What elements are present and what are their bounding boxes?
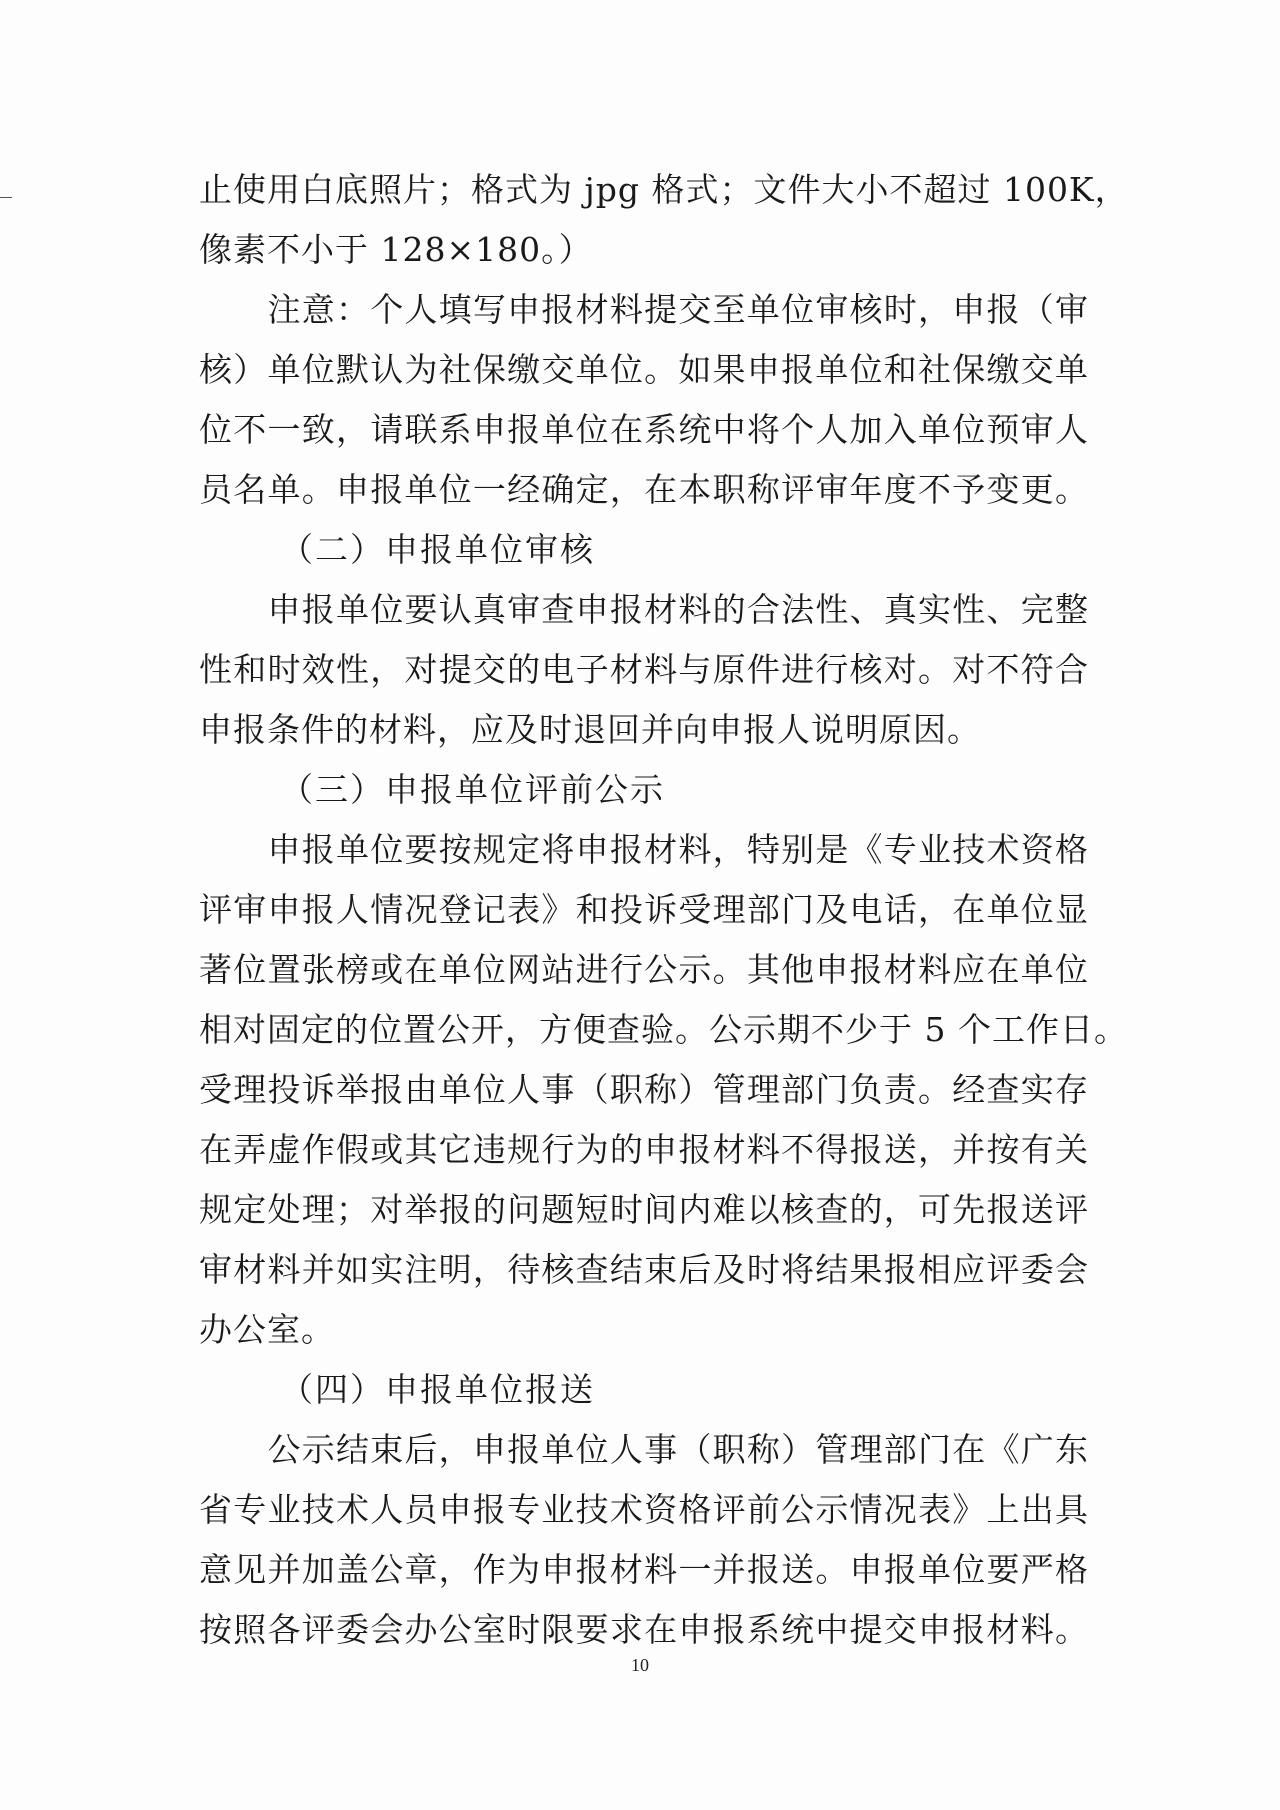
text-line: 办公室。 (199, 1310, 335, 1349)
text-line: 止使用白底照片；格式为 jpg 格式；文件大小不超过 100K， (199, 170, 1129, 209)
page-number: 10 (631, 1655, 649, 1675)
text-line: 规定处理；对举报的问题短时间内难以核查的，可先报送评 (199, 1190, 1089, 1229)
text-line: 意见并加盖公章，作为申报材料一并报送。申报单位要严格 (199, 1550, 1089, 1589)
text-line: 公示结束后，申报单位人事（职称）管理部门在《广东 (199, 1430, 1089, 1469)
text-line: 评审申报人情况登记表》和投诉受理部门及电话，在单位显 (199, 890, 1089, 929)
text-line: 著位置张榜或在单位网站进行公示。其他申报材料应在单位 (199, 950, 1089, 989)
text-line: 审材料并如实注明，待核查结束后及时将结果报相应评委会 (199, 1250, 1089, 1289)
section-heading-2: （二）申报单位审核 (280, 530, 595, 569)
text-line: 申报单位要按规定将申报材料，特别是《专业技术资格 (199, 830, 1089, 869)
text-line: 申报条件的材料，应及时退回并向申报人说明原因。 (199, 710, 981, 749)
text-line: 员名单。申报单位一经确定，在本职称评审年度不予变更。 (199, 470, 1089, 509)
text-line: 注意：个人填写申报材料提交至单位审核时，申报（审 (199, 290, 1089, 329)
text-line: 在弄虚作假或其它违规行为的申报材料不得报送，并按有关 (199, 1130, 1089, 1169)
text-line: 省专业技术人员申报专业技术资格评前公示情况表》上出具 (199, 1490, 1089, 1529)
text-line: 申报单位要认真审查申报材料的合法性、真实性、完整 (199, 590, 1089, 629)
text-line: 位不一致，请联系申报单位在系统中将个人加入单位预审人 (199, 410, 1089, 449)
text-line: 相对固定的位置公开，方便查验。公示期不少于 5 个工作日。 (199, 1010, 1128, 1049)
margin-tick-mark (0, 197, 12, 198)
text-line: 按照各评委会办公室时限要求在申报系统中提交申报材料。 (199, 1610, 1089, 1649)
text-line: 像素不小于 128×180。） (199, 230, 593, 269)
text-line: 核）单位默认为社保缴交单位。如果申报单位和社保缴交单 (199, 350, 1089, 389)
section-heading-3: （三）申报单位评前公示 (280, 770, 665, 809)
text-line: 性和时效性，对提交的电子材料与原件进行核对。对不符合 (199, 650, 1089, 689)
text-line: 受理投诉举报由单位人事（职称）管理部门负责。经查实存 (199, 1070, 1089, 1109)
section-heading-4: （四）申报单位报送 (280, 1370, 595, 1409)
